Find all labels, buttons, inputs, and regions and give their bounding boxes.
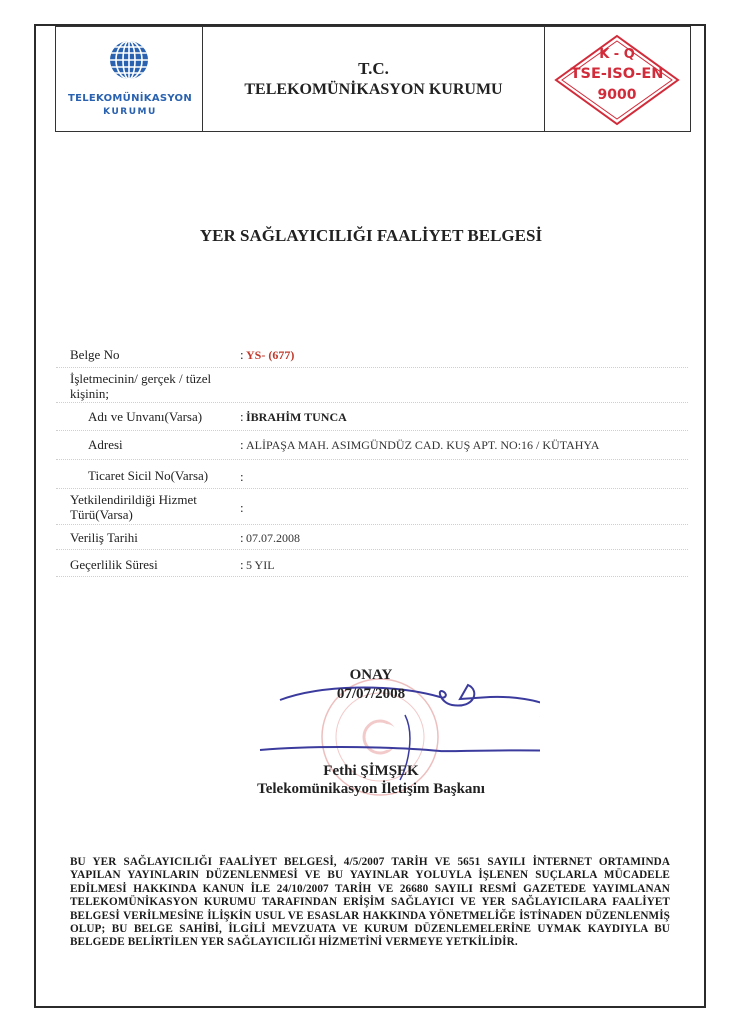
field-label: Belge No — [70, 347, 120, 362]
field-colon: : — [240, 557, 244, 572]
field-row-service-type — [56, 489, 688, 525]
field-value-issue-date: 07.07.2008 — [246, 531, 300, 545]
field-row-operator — [56, 368, 688, 403]
field-colon: : — [240, 530, 244, 545]
field-value-validity: 5 YIL — [246, 558, 275, 572]
signer-title: Telekomünikasyon İletişim Başkanı — [257, 781, 485, 797]
tse-iso-badge — [553, 33, 681, 127]
document-header — [55, 26, 691, 132]
field-value-name: İBRAHİM TUNCA — [246, 410, 347, 424]
document-title: YER SAĞLAYICILIĞI FAALİYET BELGESİ — [199, 226, 543, 245]
field-label: Yetkilendirildiği Hizmet Türü(Varsa) — [70, 492, 197, 522]
field-row-validity — [56, 550, 688, 577]
field-row-address — [56, 431, 688, 460]
field-label: Ticaret Sicil No(Varsa) — [88, 468, 209, 483]
logo-text-line2: KURUMU — [103, 107, 157, 117]
field-label: Adı ve Unvanı(Varsa) — [88, 409, 203, 424]
cert-number: 9000 — [597, 87, 637, 103]
header-tc: T.C. — [358, 59, 389, 78]
field-value-address: ALİPAŞA MAH. ASIMGÜNDÜZ CAD. KUŞ APT. NO:16 / KÜTAHYA — [246, 438, 600, 452]
field-colon: : — [240, 409, 244, 424]
certification-cell — [545, 27, 690, 131]
signature-stroke-2 — [260, 747, 540, 751]
field-label: Geçerlilik Süresi — [70, 557, 158, 572]
approval-date: 07/07/2008 — [336, 686, 406, 702]
field-row-belge-no — [56, 343, 688, 368]
field-label: Adresi — [88, 437, 123, 452]
logo-text-line1: TELEKOMÜNİKASYON — [67, 93, 193, 104]
field-label: Veriliş Tarihi — [70, 530, 138, 545]
field-colon: : — [240, 469, 244, 484]
approval-label: ONAY — [349, 667, 393, 683]
legal-footer-text: BU YER SAĞLAYICILIĞI FAALİYET BELGESİ, 4/5/2007 TARİH VE 5651 SAYILI İNTERNET ORTAMINDA YAPILAN YAYINLARIN DÜZENLENMESİ VE BU YAYINLAR YOLUYLA İŞLENEN SUÇLARLA MÜCADELE EDİLMESİ HAKKINDA KANUN İLE 24/10/2007 TARİH VE 26680 SAYILI RESMİ GAZETEDE YAYIMLANAN TELEKOMÜNİKASYON KURUMU TARAFINDAN ERİŞİM SAĞLAYICI VE YER SAĞLAYICILARA FAALİYET BELGESİ VERİLMESİNE İLİŞKİN USUL VE ESASLAR HAKKINDA YÖNETMELİĞE İSTİNADEN DÜZENLENMİŞ OLUP; BU BELGE SAHİBİ, İLGİLİ MEVZUATA VE KURUM DÜZENLEMELERİNE UYMAK KAYDIYLA BU BELGEDE BELİRTİLEN YER SAĞLAYICILIĞI HİZMETİNİ VERMEYE YETKİLİDİR. — [70, 856, 670, 949]
header-title-cell — [203, 27, 545, 131]
field-colon: : — [240, 437, 244, 452]
field-value-belge-no: YS- (677) — [246, 348, 295, 362]
field-row-trade-registry — [56, 460, 688, 489]
globe-logo-icon — [108, 39, 150, 81]
cert-kq: K - Q — [599, 47, 635, 62]
cert-standard: TSE-ISO-EN — [570, 66, 664, 82]
field-row-name — [56, 403, 688, 431]
signer-name: Fethi ŞİMŞEK — [323, 763, 419, 779]
field-colon: : — [240, 500, 244, 515]
field-row-issue-date — [56, 525, 688, 550]
logo-cell — [56, 27, 203, 131]
header-institution: TELEKOMÜNİKASYON KURUMU — [244, 81, 503, 98]
field-colon: : — [240, 347, 244, 362]
field-label: İşletmecinin/ gerçek / tüzel kişinin; — [70, 371, 212, 401]
info-table — [56, 343, 688, 577]
